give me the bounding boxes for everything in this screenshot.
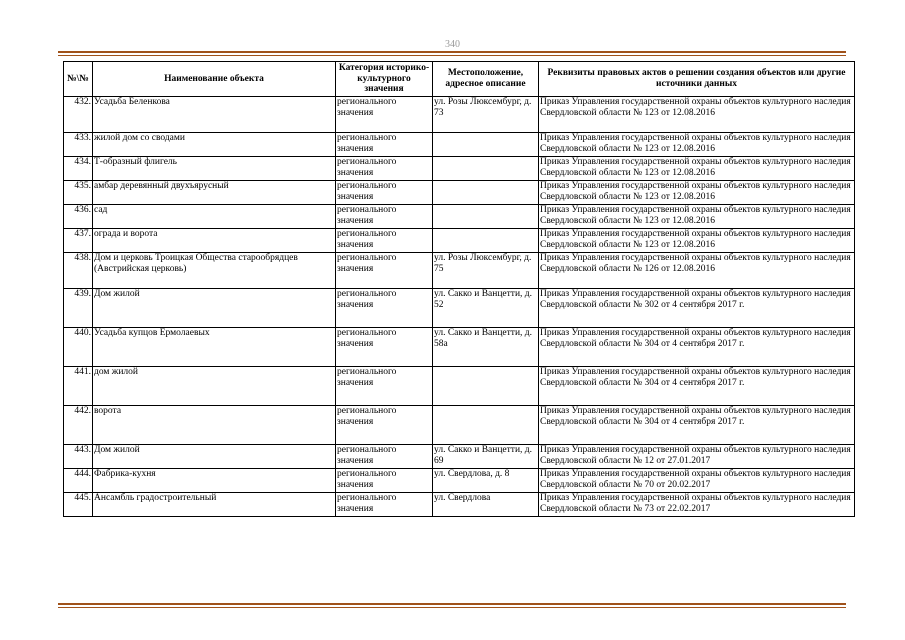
cell-number: 437. [64, 228, 93, 252]
cell-documents: Приказ Управления государственной охраны объектов культурного наследия Свердловской области № 126 от 12.08.2016 [539, 252, 855, 288]
cell-name: Фабрика-кухня [93, 468, 336, 492]
cell-category: регионального значения [336, 444, 433, 468]
cell-name: ворота [93, 405, 336, 444]
cell-name: амбар деревянный двухъярусный [93, 180, 336, 204]
cell-name: Усадьба купцов Ермолаевых [93, 327, 336, 366]
cell-location [433, 132, 539, 156]
cell-category: регионального значения [336, 96, 433, 132]
cell-number: 441. [64, 366, 93, 405]
cell-documents: Приказ Управления государственной охраны объектов культурного наследия Свердловской области № 12 от 27.01.2017 [539, 444, 855, 468]
cell-documents: Приказ Управления государственной охраны объектов культурного наследия Свердловской области № 123 от 12.08.2016 [539, 204, 855, 228]
cell-number: 436. [64, 204, 93, 228]
cell-category: регионального значения [336, 132, 433, 156]
cell-name: Т-образный флигель [93, 156, 336, 180]
cell-name: Дом жилой [93, 444, 336, 468]
cell-location: ул. Сакко и Ванцетти, д. 58а [433, 327, 539, 366]
cell-number: 443. [64, 444, 93, 468]
cell-number: 440. [64, 327, 93, 366]
cell-category: регионального значения [336, 228, 433, 252]
table-row [64, 156, 855, 180]
table-row [64, 204, 855, 228]
cell-documents: Приказ Управления государственной охраны объектов культурного наследия Свердловской области № 123 от 12.08.2016 [539, 228, 855, 252]
cell-number: 444. [64, 468, 93, 492]
cell-location [433, 228, 539, 252]
table-row [64, 366, 855, 405]
header-documents: Реквизиты правовых актов о решении создания объектов или другие источники данных [539, 62, 855, 97]
cell-number: 432. [64, 96, 93, 132]
cell-documents: Приказ Управления государственной охраны объектов культурного наследия Свердловской области № 123 от 12.08.2016 [539, 156, 855, 180]
cell-number: 433. [64, 132, 93, 156]
cell-location: ул. Сакко и Ванцетти, д. 52 [433, 288, 539, 327]
table-row [64, 468, 855, 492]
top-decorative-rule [58, 51, 846, 56]
header-name: Наименование объекта [93, 62, 336, 97]
cell-documents: Приказ Управления государственной охраны объектов культурного наследия Свердловской области № 73 от 22.02.2017 [539, 492, 855, 516]
table-row [64, 405, 855, 444]
cell-location: ул. Свердлова [433, 492, 539, 516]
cell-category: регионального значения [336, 204, 433, 228]
cell-documents: Приказ Управления государственной охраны объектов культурного наследия Свердловской области № 304 от 4 сентября 2017 г. [539, 327, 855, 366]
table-row [64, 288, 855, 327]
header-location: Местоположение, адресное описание [433, 62, 539, 97]
cell-location: ул. Розы Люксембург, д. 75 [433, 252, 539, 288]
cell-category: регионального значения [336, 288, 433, 327]
table-row [64, 228, 855, 252]
cell-category: регионального значения [336, 327, 433, 366]
cell-location [433, 204, 539, 228]
cell-name: сад [93, 204, 336, 228]
cell-documents: Приказ Управления государственной охраны объектов культурного наследия Свердловской области № 123 от 12.08.2016 [539, 180, 855, 204]
cell-category: регионального значения [336, 366, 433, 405]
cell-documents: Приказ Управления государственной охраны объектов культурного наследия Свердловской области № 123 от 12.08.2016 [539, 96, 855, 132]
cell-category: регионального значения [336, 405, 433, 444]
cell-location [433, 366, 539, 405]
cell-number: 435. [64, 180, 93, 204]
cell-name: Ансамбль градостроительный [93, 492, 336, 516]
cell-location: ул. Свердлова, д. 8 [433, 468, 539, 492]
cell-number: 438. [64, 252, 93, 288]
table-row [64, 327, 855, 366]
cell-name: ограда и ворота [93, 228, 336, 252]
table-row [64, 180, 855, 204]
cell-name: дом жилой [93, 366, 336, 405]
table-row [64, 252, 855, 288]
cell-category: регионального значения [336, 252, 433, 288]
cell-location [433, 180, 539, 204]
cell-documents: Приказ Управления государственной охраны объектов культурного наследия Свердловской области № 302 от 4 сентября 2017 г. [539, 288, 855, 327]
cell-category: регионального значения [336, 492, 433, 516]
cell-location: ул. Розы Люксембург, д. 73 [433, 96, 539, 132]
cell-location [433, 405, 539, 444]
page-number: 340 [445, 39, 460, 50]
cell-number: 442. [64, 405, 93, 444]
cell-category: регионального значения [336, 180, 433, 204]
table-row [64, 132, 855, 156]
cell-location [433, 156, 539, 180]
cell-documents: Приказ Управления государственной охраны объектов культурного наследия Свердловской области № 304 от 4 сентября 2017 г. [539, 366, 855, 405]
cell-documents: Приказ Управления государственной охраны объектов культурного наследия Свердловской области № 123 от 12.08.2016 [539, 132, 855, 156]
cell-number: 439. [64, 288, 93, 327]
cell-name: Дом жилой [93, 288, 336, 327]
cell-location: ул. Сакко и Ванцетти, д. 69 [433, 444, 539, 468]
cell-number: 434. [64, 156, 93, 180]
cell-category: регионального значения [336, 468, 433, 492]
cell-name: жилой дом со сводами [93, 132, 336, 156]
header-number: №\№ [64, 62, 93, 97]
cell-category: регионального значения [336, 156, 433, 180]
heritage-objects-table [63, 61, 855, 517]
table-header-row [64, 62, 855, 97]
cell-number: 445. [64, 492, 93, 516]
table-row [64, 492, 855, 516]
cell-name: Дом и церковь Троицкая Общества старообрядцев (Австрийская церковь) [93, 252, 336, 288]
header-category: Категория историко-культурного значения [336, 62, 433, 97]
table-row [64, 96, 855, 132]
cell-documents: Приказ Управления государственной охраны объектов культурного наследия Свердловской области № 70 от 20.02.2017 [539, 468, 855, 492]
bottom-decorative-rule [58, 603, 846, 608]
cell-name: Усадьба Беленкова [93, 96, 336, 132]
table-row [64, 444, 855, 468]
cell-documents: Приказ Управления государственной охраны объектов культурного наследия Свердловской области № 304 от 4 сентября 2017 г. [539, 405, 855, 444]
